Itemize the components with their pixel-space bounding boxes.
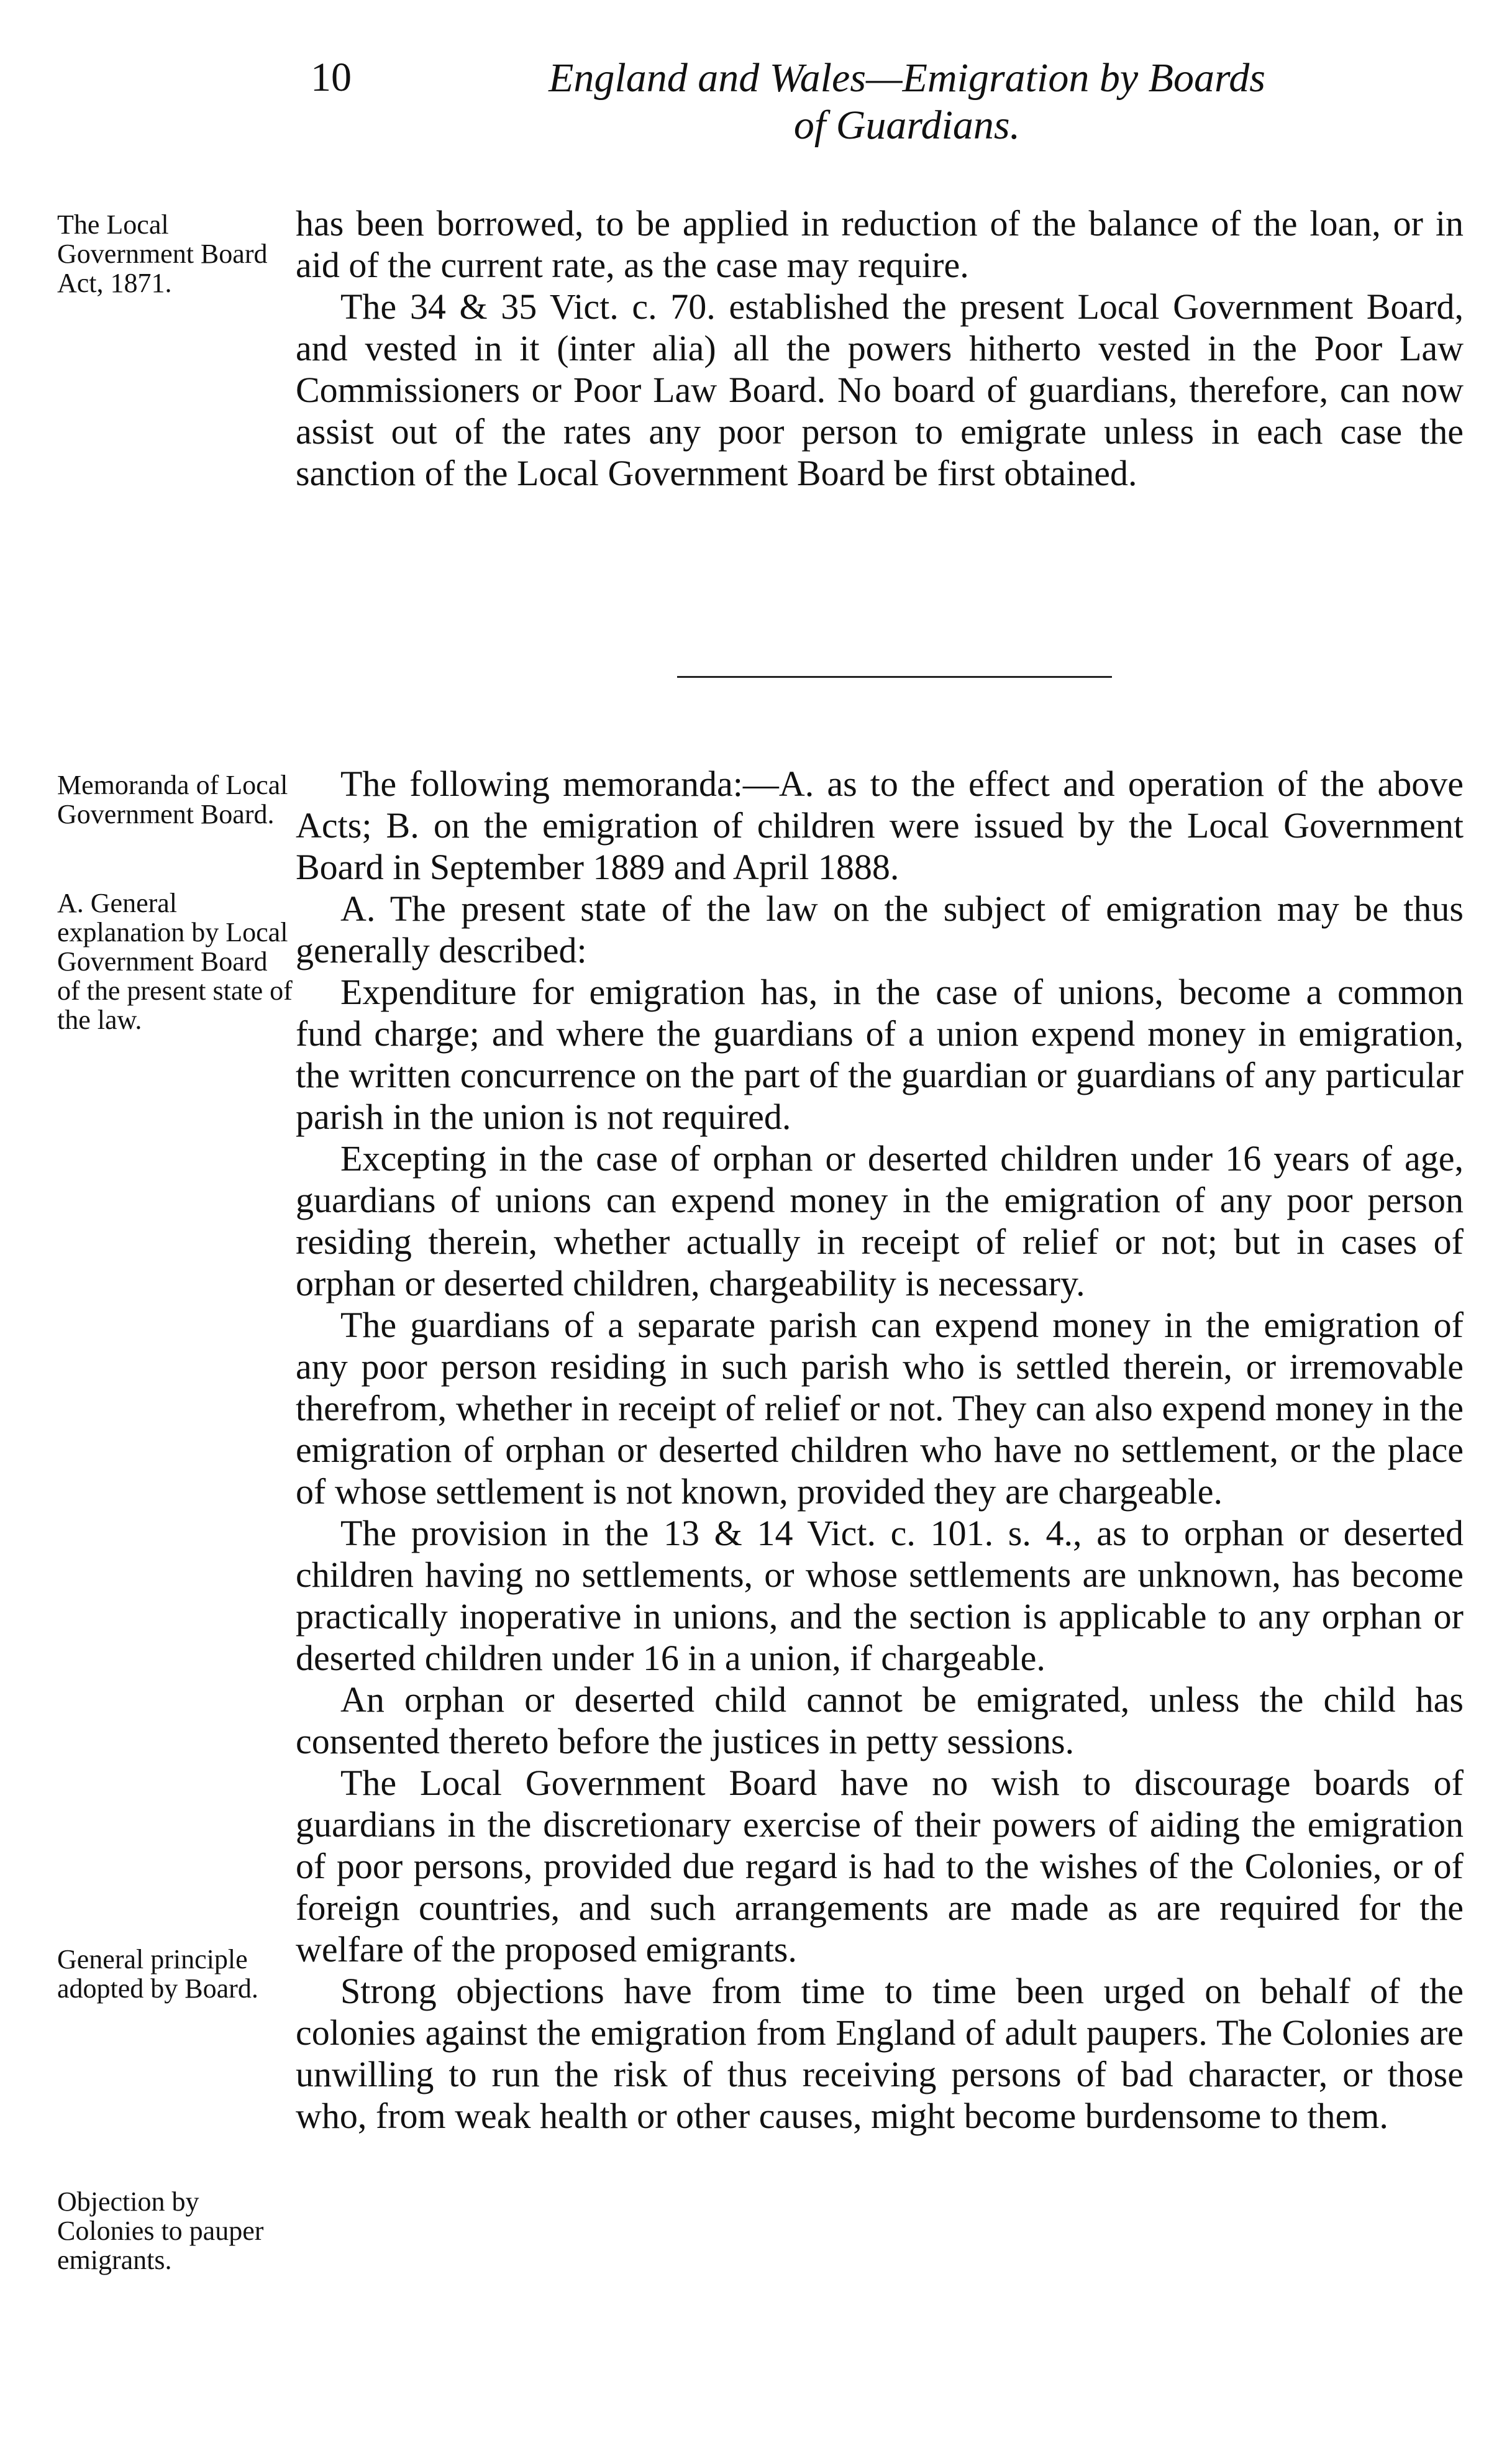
paragraph: Strong objections have from time to time been urged on behalf of the colonies against the emigration from England of adult paupers. The Colonies are unwilling to run the risk of thus receiving persons of bad character, or those who, from weak health or other causes, might become burdensome to them. bbox=[296, 1971, 1464, 2136]
side-note-objection: Objection by Colonies to pauper emigrants. bbox=[57, 2186, 264, 2275]
paragraph: The provision in the 13 & 14 Vict. c. 101. s. 4., as to orphan or deserted children having no settlements, or whose settlements are unknown, has become practically inoperative in unions, and the section is applicable to any orphan or deserted children under 16 in a union, if chargeable. bbox=[296, 1513, 1464, 1678]
paragraph: The 34 & 35 Vict. c. 70. established the present Local Government Board, and vested in it (inter alia) all the powers hitherto vested in the Poor Law Commissioners or Poor Law Board. No board of guardians, therefore, can now assist out of the rates any poor person to emigrate unless in each case the sanction of the Local Government Board be first obtained. bbox=[296, 286, 1464, 493]
side-note-general-principle: General principle adopted by Board. bbox=[57, 1944, 258, 2004]
page-title bbox=[422, 55, 1391, 149]
section-1-body bbox=[296, 203, 1464, 494]
page-title-line-1: England and Wales—Emigration by Boards bbox=[549, 55, 1265, 101]
paragraph: The Local Government Board have no wish to discourage boards of guardians in the discretionary exercise of their powers of aiding the emigration of poor persons, provided due regard is had to the wishes of the Colonies, or of foreign countries, and such arrangements are made as are required for the welfare of the proposed emigrants. bbox=[296, 1763, 1464, 1970]
paragraph: A. The present state of the law on the subject of emigration may be thus generally described: bbox=[296, 888, 1464, 970]
page-title-line-2: of Guardians. bbox=[793, 103, 1021, 148]
paragraph: An orphan or deserted child cannot be emigrated, unless the child has consented thereto before the justices in petty sessions. bbox=[296, 1679, 1464, 1761]
paragraph: Expenditure for emigration has, in the case of unions, become a common fund charge; and where the guardians of a union expend money in emigration, the written concurrence on the part of the guardian or guardians of any particular parish in the union is not required. bbox=[296, 972, 1464, 1137]
paragraph: The following memoranda:—A. as to the effect and operation of the above Acts; B. on the emigration of children were issued by the Local Government Board in September 1889 and April 1888. bbox=[296, 764, 1464, 887]
side-note-general-explanation: A. General explanation by Local Government Board of the present state of the law. bbox=[57, 888, 293, 1035]
page-number: 10 bbox=[311, 55, 352, 100]
paragraph: The guardians of a separate parish can expend money in the emigration of any poor person residing in such parish who is settled therein, or irremovable therefrom, whether in receipt of relief or not. They can also expend money in the emigration of orphan or deserted children who have no settlement, or the place of whose settlement is not known, provided they are chargeable. bbox=[296, 1305, 1464, 1512]
side-note-local-government-act: The Local Government Board Act, 1871. bbox=[57, 209, 268, 298]
paragraph: has been borrowed, to be applied in reduction of the balance of the loan, or in aid of the current rate, as the case may require. bbox=[296, 203, 1464, 285]
paragraph: Excepting in the case of orphan or deserted children under 16 years of age, guardians of unions can expend money in the emigration of any poor person residing therein, whether actually in receipt of relief or not; but in cases of orphan or deserted children, chargeability is necessary. bbox=[296, 1138, 1464, 1303]
section-divider bbox=[677, 676, 1112, 678]
section-2-body bbox=[296, 763, 1464, 2137]
side-note-memoranda: Memoranda of Local Government Board. bbox=[57, 770, 288, 829]
